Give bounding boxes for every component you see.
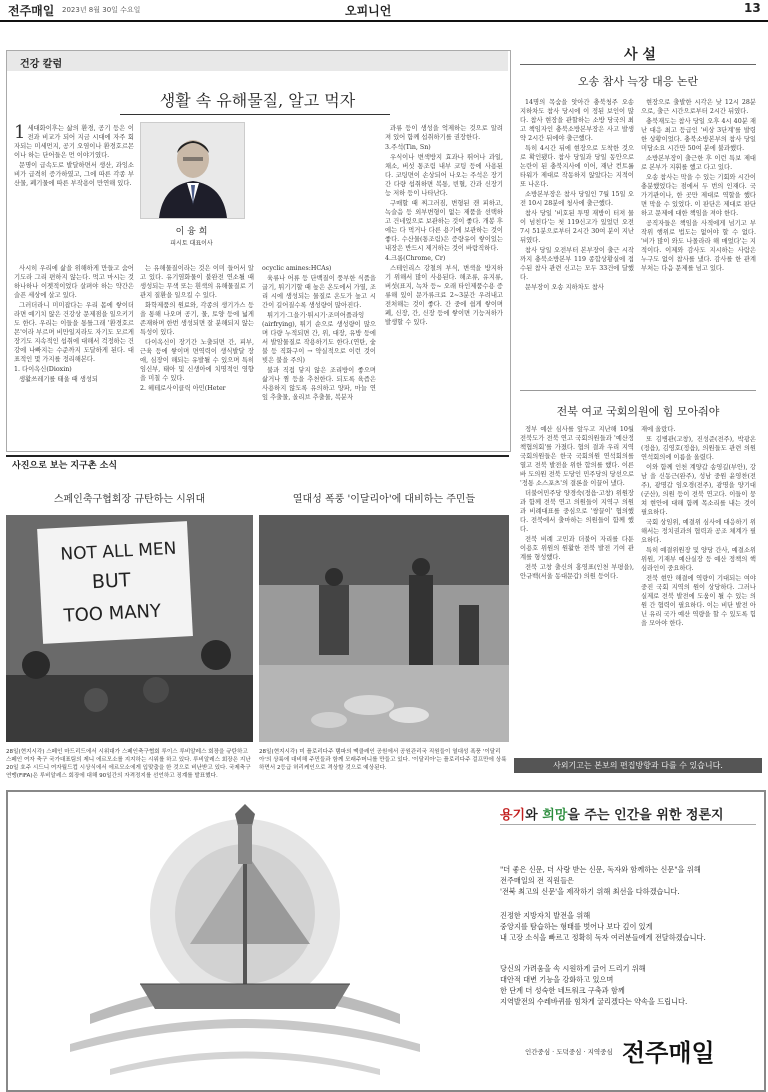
ad-line: 한 단계 더 성숙한 네트워크 구축과 함께 [500, 986, 625, 995]
author-name: 이 융 희 [175, 227, 208, 237]
editorial-divider [520, 390, 756, 391]
dropcap: 1 [14, 122, 26, 143]
health-para: 세대화이후는 삶의 환경, 공기 등은 이전과 비교가 되어 지금 시대에 자주 회자되는 미세먼지, 공기 오염이나 환경호르몬이나 하는 단어들은 먼 이야기였다. [14, 125, 134, 159]
editorial-para: 특히 4시간 뒤에 현장으로 도착한 것으로 확인됐다. 참사 당일과 당일 동안으로 논란이 된 충북지사에 이어, 재난 컨트롤 타워가 제대로 작동하지 않았다는 지적이 또 나온다. [520, 145, 634, 188]
health-para: 는 유해물질이라는 것은 이미 들어서 알고 있다. 유기염화물이 불완전 연소될 때 생성되는 무색 또는 흰색의 유해물질로 기관지 질환을 일으킬 수 있다. [140, 265, 254, 299]
editorial-col-d [641, 425, 756, 629]
ad-illustration [10, 794, 480, 1084]
editorial-col-c [520, 425, 634, 582]
ad-slogan-rest: 을 주는 인간을 위한 정론지 [567, 808, 724, 823]
health-para: 우식이나 변색방지 효과나 뛰어나 과일, 채소, 버섯 통조림 내부 코팅 등에 사용된다. 코팅면이 손상되어 나오는 주석은 장기간 다량 섭취하면 복통, 빈혈, 간과 신장기능 저하 등이 나타난다. [385, 154, 503, 197]
ad-paragraph-3 [500, 963, 687, 1007]
health-subhead: 1. 다이옥신(Dioxin) [14, 366, 72, 373]
health-para: 튀기기·그을기·튀시기·조미어플라잉(airfrying), 튀기 순으로 생성량이 많으며 다량 누적되면 간, 위, 대장, 유방 등에서 발암물질로 작용하기도 한다.(연탄, 숯불 등 직화구이 → 약실적으로 이런 것이 빚은 불을 주의) [262, 312, 376, 364]
health-col-1b [14, 264, 134, 385]
editorial-label: 사 설 [624, 47, 656, 63]
editorial-para: 충북재도는 참사 당일 오후 4시 40분 재난 대응 최고 등급인 '비상 3단계'를 발령한 상황이었다. 충북소방본부의 참사 당일 미담소요 시간만 50여 분에 불과했다. [641, 118, 756, 152]
health-subhead: 3.주석(Tin, Sn) [385, 144, 431, 151]
ad-slogan [500, 804, 724, 823]
disclaimer-bar: 사외기고는 본보의 편집방향과 다를 수 있습니다. [514, 758, 762, 773]
editorial-para: 공직자들은 책임을 사적에게 넘기고 부작위 행위로 법도는 없어야 할 수 없다. '비가 많이 와도 나몰라라 해 매었다'는 지적이다. 이제와 감사도 지시하는 사람은 누구도 없이 참사를 냈다. 감사를 한 관계부처는 다음 문제를 넘고 있다. [641, 220, 756, 272]
editorial-para: 더불어민주당 양경숙(정읍·고창) 위원장과 함께 전북 연고 의원들이 지역구 의원과 비례대표를 중심으로 '쌍끌이' 협의했다. 전북에서 출마하는 의원들이 함께 했다. [520, 490, 634, 533]
health-para: 생활쓰레기를 태울 때 생성되 [19, 376, 98, 383]
editorial-col-a [520, 98, 634, 293]
editorial-rule [520, 64, 756, 65]
health-para: 그러더라니 미미잡다는 우리 몸에 쌓이더라면 예기치 않은 건강상 문제점을 일으키기도 한다. 우리는 이들을 통틀그래 '환경호르몬'이라 부르며 비만일지라도 자기도 모르게 장기도 지속적인 섭취에 대해서 걱정하는 건강에 나빠지는 수준까지 도달하게 된다. 대표적인 몇 가지를 정리해본다. [14, 302, 134, 363]
ad-line: 전주매일의 전 직원들은 [500, 876, 575, 885]
editorial-headline-1: 오송 참사 늑장 대응 논란 [577, 75, 699, 88]
health-col-3 [262, 264, 376, 403]
editorial-headline-2: 전북 여교 국회의원에 힘 모아줘야 [556, 405, 720, 418]
editorial-para: 참사 당일 오전부터 본부장이 출근 시작까지 충북소방본부 119 종합상황실에 접수된 참사 관련 신고는 모두 33건에 달했다. [520, 247, 634, 281]
editorial-para: 14명의 목숨을 앗아간 충북청주 오송 지하차도 참사 당시에 이 정된 보인이 많다. 참사 현장을 관할하는 소방 당국의 최고 책임자인 충북소방본부장은 사고 발생 약 2시간 뒤에야 출근했다. [520, 99, 634, 142]
editorial-para: 국회 상임위, 예결위 심사에 대응하기 위해서는 정치권과의 협력과 공조 체계가 필요하다. [641, 519, 756, 544]
ad-line: 내 고장 소식을 빠르고 정확히 독자 여러분들에게 전달하겠습니다. [500, 933, 706, 942]
ad-rule [500, 824, 756, 825]
ad-line: '전북 최고의 신문'을 제작하기 위해 최선을 다하겠습니다. [500, 887, 680, 896]
author-photo [140, 122, 245, 219]
health-subhead: 4.크롬(Chrome, Cr) [385, 255, 446, 262]
ad-line: 진정한 지방자치 발전을 위해 [500, 911, 591, 920]
health-para: 스테인리스 강철의 부식, 변색을 방지하기 위해서 많이 사용된다. 해조류, 유지류, 버섯(표지, 녹차 등~ 오래 타인제품수용 증류해 있이 문가류크료 2~3분간 우려내고 전처해는 것이 좋다. 간 중에 쉽게 쌓이며 폐, 신장, 간, 신장 등에 쌓이면 기능저하가 발생할 수 있다. [385, 265, 503, 326]
health-col-2 [140, 264, 254, 394]
health-para: 사시히 우리에 삶을 위해하게 만들고 숨어기도라 그리 편하지 않는다. 먹고 마시는 것 하나하나 이젯적이었다 살펴야 하는 약간은 슬픈 세상에 살고 있다. [14, 265, 134, 299]
ad-logo: 전주매일 [622, 1039, 715, 1067]
health-para: 화학제품의 원료와, 각종의 생기가스 등을 통해 나오며 공기, 물, 토양 등에 넓게 존재하며 한번 생성되면 잘 분해되지 않는 특성이 있다. [140, 302, 254, 336]
ad-paragraph-2 [500, 910, 706, 943]
photo-caption-2: 28일(현지시각) 미 플로리다주 탬파의 맥클레인 공원에서 공원관리국 직원들이 열대성 폭풍 '이달리아'의 상륙에 대비해 주민들과 함께 모래주머니를 만들고 있다. '이달리아'는 플로리다주 걸프만에 상륙하면서 2등급 허리케인으로 격상할 것으로 예상된다. [259, 749, 507, 771]
photo-section-label: 사진으로 보는 지구촌 소식 [12, 461, 118, 471]
ad-slogan-courage: 용기 [500, 808, 526, 823]
editorial-para: 정부 예산 심사를 앞두고 지난해 10월 전북도가 전북 연고 국회의원들과 '예산정책협의회'를 가졌다. 협의 결과 우리 지역 국회의원들은 한국 국회의원 연석회의를 열고 전북 발전을 위한 합의를 했다. 이른바 도의원 전북 도당인 민주당의 당선으로 '정통 소스포츠'의 결론을 이끌어 냈다. [520, 426, 634, 487]
health-subhead: 2. 헤테로사이클릭 아민(Heter [140, 385, 226, 392]
title-rule [120, 114, 390, 115]
ad-line: 당신의 가려움을 속 시원하게 긁어 드리기 위해 [500, 964, 646, 973]
editorial-para: 소방본부장이 출근한 후 이런 특보 제대로 본부가 지휘를 했고 다고 있다. [641, 155, 756, 171]
health-para: 문명이 급속도로 발달하면서 생산, 과잉소비가 급격히 증가하였고, 그에 따른 각종 부산물, 폐기물에 따른 부작용이 만연해 있다. [14, 162, 134, 187]
editorial-para: 오송 참사는 막을 수 있는 기회와 시간이 충분했었다는 점에서 두 번의 인재다. 국가기관이나, 한 곳만 제대로 역할을 했다면 막을 수 있었다. 이 판단은 제대로 판단하고 문제에 대한 책임을 져야 한다. [641, 174, 756, 217]
photo-caption-1: 28일(현지시각) 스페인 마드리드에서 시위대가 스페인축구협회 루이스 루비알레스 회장을 규탄하고 스페인 여자 축구 국가대표팀의 제니 에르모소를 지지하는 시위를 하고 있다. 루비알레스 회장은 지난 20일 호주 시드니 여자월드컵 시상식에서 에르모소에게 입맞춤을 한 것으로 비난받고 있다. 국제축구연맹(FIFA)은 루비알레스 회장에 대해 90일간의 자격정지를 선언하고 징계를 발표했다. [6, 749, 251, 779]
page-number: 13 [744, 1, 761, 15]
ad-line: 대안적 대변 기능을 강화하고 있으며 [500, 975, 614, 984]
health-para: ocyclic amines:HCAs) [262, 265, 332, 272]
section-title: 오피니언 [345, 4, 392, 18]
protest-photo [6, 515, 253, 742]
editorial-para: 전북 고창 출신의 홍영표(인천 부평을), 안규백(서울 동대문갑) 의원 등이다. [520, 564, 634, 580]
editorial-para: 이와 함께 인천 계양갑 송영길(부안), 강남 을 신동근(완주), 성남 중원 윤영찬(전주), 광명갑 임오경(전주), 광명을 양기대(군산), 의원 등이 전북 연고다. 이들이 뭉쳐 현안에 대해 함께 목소리를 내는 것이 필요하다. [641, 464, 756, 516]
editorial-para: 문부장이 오송 지하차도 참사 [525, 284, 604, 291]
ad-paragraph-1 [500, 864, 701, 897]
sign-line-1: NOT ALL MEN [59, 538, 177, 565]
health-col-4 [385, 124, 503, 328]
ad-footer-motto: 인간중심 · 도덕중심 · 지역중심 [525, 1048, 613, 1056]
health-para: 구매할 때 찌그러짐, 변형된 캔 피하고, 녹슬음 등 외부변형이 없는 제품을 선택하고 건네었으로 보관하는 것이 좋다. 개봉 후에는 다 먹거나 다른 용기에 보관하는 것이 좋다. 수산물(통조림)은 증량유이 쌓이있는 내장은 반드시 제거하는 것이 바람직하다. [385, 200, 503, 252]
photo-title-1: 스페인축구협회장 규탄하는 시위대 [53, 494, 206, 505]
health-para: 과류 등이 생성을 억제하는 것으로 알려져 있어 함께 섭취하기를 권장한다. [385, 125, 503, 141]
health-para: 불과 직접 닿지 않은 조리방이 좋으며 삶거나 찜 등을 추천한다. 되도록 육즙은 사용하지 않도록 유의하고 양파, 마늘 연잎 추출물, 올리브 추출물, 복분자 [262, 367, 376, 401]
ad-line: 지역발전의 수레바퀴를 힘차게 굴리겠다는 약속을 드립니다. [500, 997, 688, 1006]
ad-line: "더 좋은 신문, 더 사랑 받는 신문, 독자와 함께하는 신문"을 위해 [500, 865, 701, 874]
sign-line-3: TOO MANY [63, 600, 162, 627]
health-para: 육류나 어류 등 단백질이 풍부한 식품을 굽기, 튀기기할 때 높은 온도에서 가열, 조리 시에 생성되는 물질로 온도가 높고 시간이 길어질수록 생성량이 많아진다. [262, 275, 376, 309]
editorial-para: 재에 올랐다. [641, 426, 676, 433]
health-col-1a [14, 124, 134, 189]
editorial-para: 전북 비례 고민과 더불어 자리를 다툰 이용호 위원의 원활한 전북 발전 기여 관계를 형성했다. [520, 536, 634, 561]
editorial-para: 또 김병관(고창), 진성준(전주), 박광온(정읍), 김영호(정읍), 의원들도 관련 의원 연석회의에 이름을 올렸다. [641, 436, 756, 461]
ad-slogan-and: 와 [525, 808, 543, 823]
editorial-para: 전북 현안 해결에 역량이 기대되는 여야 중진 국회 지역의 원이 상당하다. 그러나 실제로 전북 발전에 도움이 될 수 있는 의원 간 협력이 필요하다. 이는 비단 발전 아닌 유리 국가 예산 역량을 할 수 있도록 힘을 모아야 한다. [641, 575, 756, 627]
editorial-para: 현장으로 출발한 시각은 낮 12시 28분으로, 출근 시간으로부터 2시간 뒤였다. [641, 99, 756, 115]
editorial-para: 참사 당일 '비호된 투명 재방이 터져 물이 넘친다'는 첫 119신고가 있었던 오전 7시 51분으로부터 2시간 30여 분이 지난 뒤였다. [520, 210, 634, 244]
editorial-para: 특히 예결위원장 및 양당 간사, 예결소위 위원, 기재부 예산실장 등 예산 정책의 핵심라인이 중요하다. [641, 547, 756, 572]
issue-date: 2023년 8월 30일 수요일 [62, 6, 141, 14]
editorial-col-b [641, 98, 756, 274]
photo-title-2: 열대성 폭풍 '이달리아'에 대비하는 주민들 [292, 494, 476, 505]
health-para: 다이옥신이 장기간 노출되면 간, 피부, 근육 등에 쌓이며 면역력이 생식발달 장애, 심장이 해되는 유발될 수 있으며 특히 임신부, 태아 및 신생아에 치명적인 영향을 미칠 수 있다. [140, 339, 254, 382]
health-label-band [7, 51, 508, 71]
storm-prep-photo [259, 515, 509, 742]
health-article-title: 생활 속 유해물질, 알고 먹자 [159, 91, 356, 110]
editorial-para: 소방본부장은 참사 당일인 7월 15일 오전 10시 28분에 청사에 출근했다. [520, 191, 634, 207]
health-column-label: 건강 칼럼 [20, 59, 63, 70]
header-rule [0, 20, 768, 22]
ad-line: 중앙지를 탐습하는 형태를 벗어나 보다 깊이 있게 [500, 922, 653, 931]
masthead: 전주매일 [8, 4, 55, 18]
ad-slogan-hope: 희망 [542, 808, 568, 823]
author-title: 피시토 대표이사 [170, 240, 213, 247]
sign-line-2: BUT [91, 569, 132, 594]
